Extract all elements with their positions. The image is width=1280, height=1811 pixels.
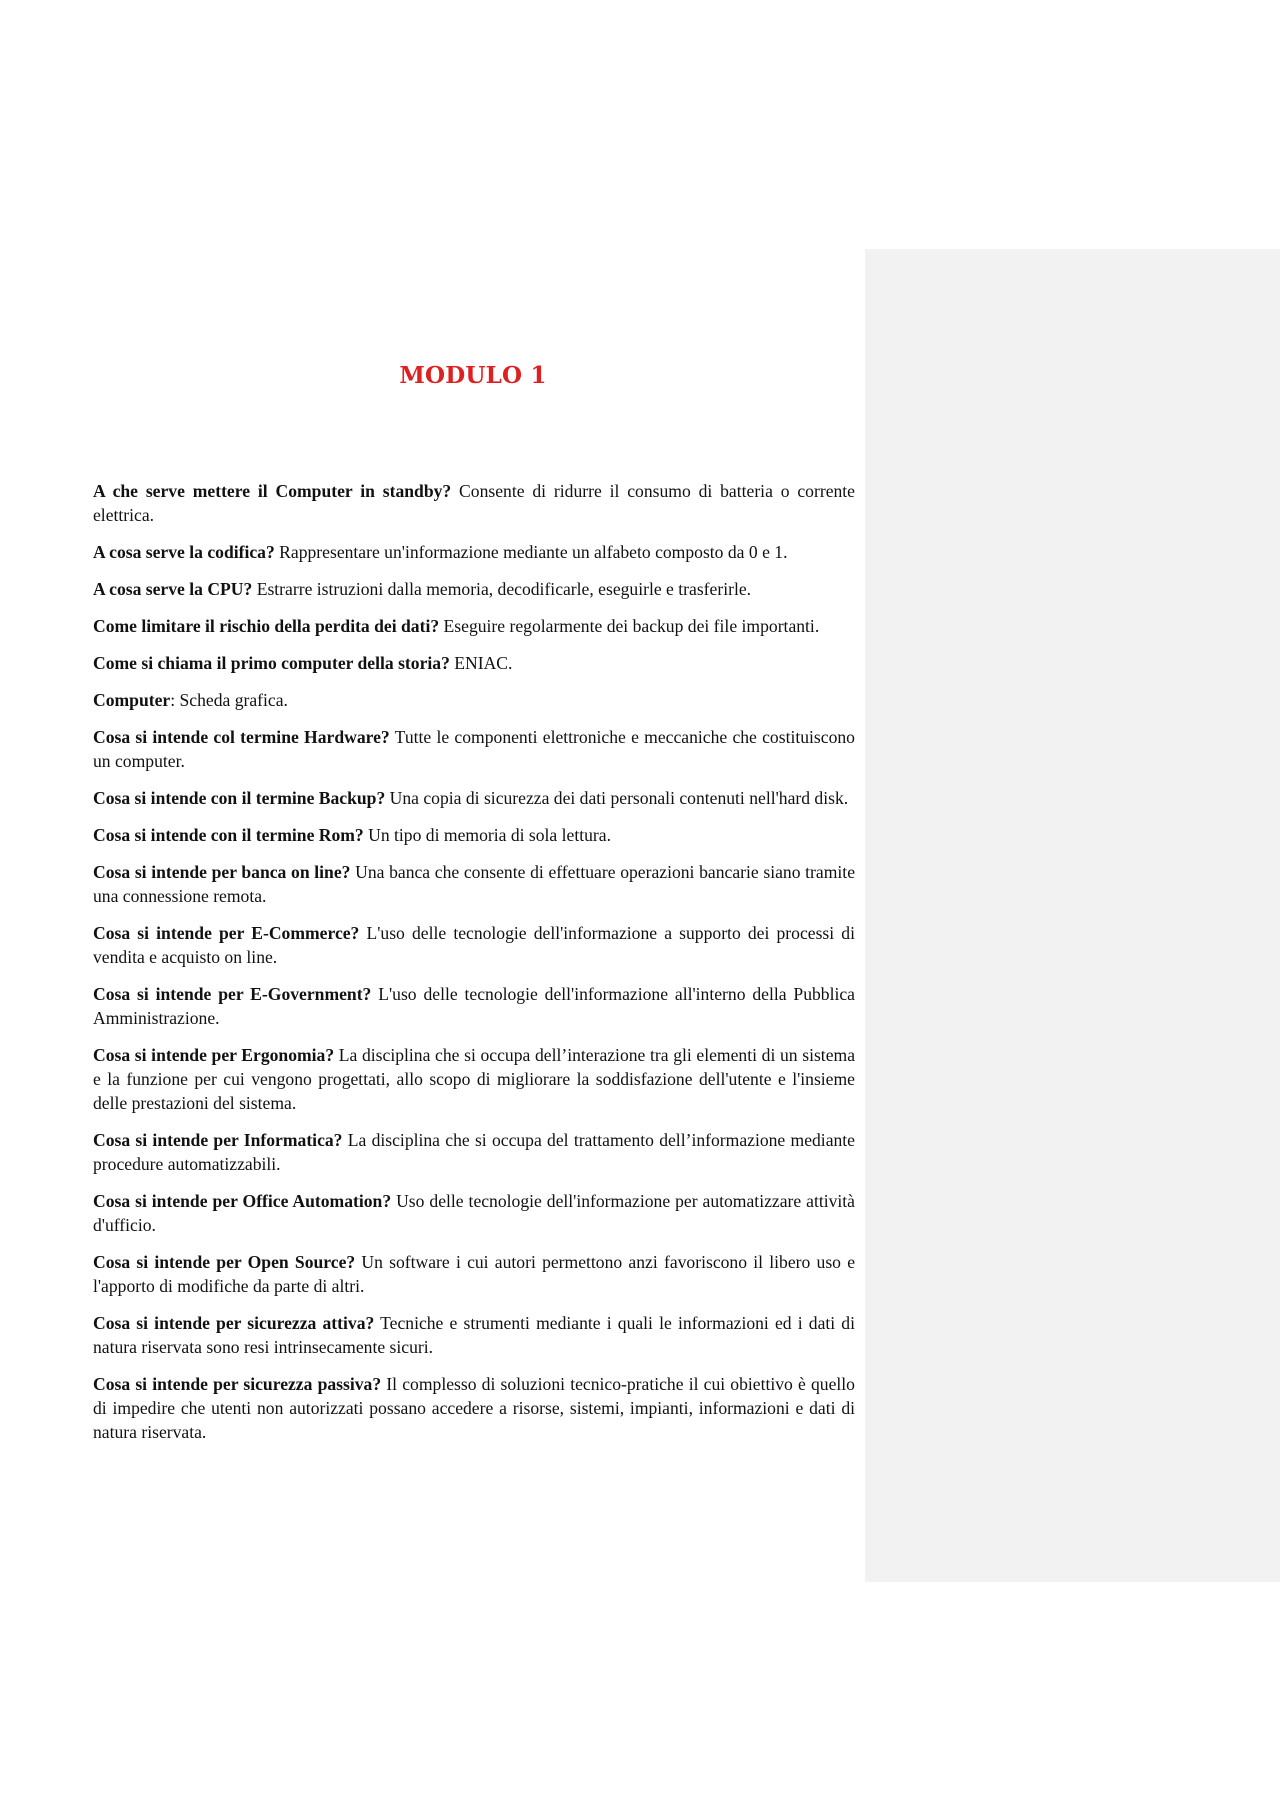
- question-text: Cosa si intende per banca on line?: [93, 862, 351, 882]
- qa-item: [93, 725, 855, 773]
- qa-item: [93, 1311, 855, 1359]
- answer-text: : Scheda grafica.: [170, 690, 288, 710]
- qa-item: [93, 614, 855, 638]
- answer-text: La disciplina che si occupa dell’interazione tra gli elementi di un sistema e la funzione per cui vengono progettati, allo scopo di migliorare la soddisfazione dell'utente e l'insieme delle prestazioni del sistema.: [93, 1045, 855, 1113]
- page-title: MODULO 1: [399, 362, 547, 389]
- qa-list: [93, 479, 855, 1457]
- comment-pane: [865, 249, 1280, 1582]
- answer-text: Tecniche e strumenti mediante i quali le informazioni ed i dati di natura riservata sono resi intrinsecamente sicuri.: [93, 1313, 855, 1357]
- question-text: A cosa serve la codifica?: [93, 542, 275, 562]
- answer-text: Una copia di sicurezza dei dati personali contenuti nell'hard disk.: [385, 788, 849, 808]
- answer-text: Eseguire regolarmente dei backup dei file importanti.: [439, 616, 820, 636]
- answer-text: Una banca che consente di effettuare operazioni bancarie siano tramite una connessione remota.: [93, 862, 855, 906]
- answer-text: Estrarre istruzioni dalla memoria, decodificarle, eseguirle e trasferirle.: [252, 579, 752, 599]
- question-text: A cosa serve la CPU?: [93, 579, 253, 599]
- question-text: Cosa si intende con il termine Backup?: [93, 788, 386, 808]
- qa-item: [93, 688, 855, 712]
- qa-item: [93, 786, 855, 810]
- qa-item: [93, 1043, 855, 1115]
- question-text: Cosa si intende per sicurezza passiva?: [93, 1374, 382, 1394]
- qa-item: [93, 577, 855, 601]
- answer-text: Rappresentare un'informazione mediante un alfabeto composto da 0 e 1.: [274, 542, 788, 562]
- qa-item: [93, 1189, 855, 1237]
- question-text: Cosa si intende con il termine Rom?: [93, 825, 364, 845]
- question-text: Cosa si intende per sicurezza attiva?: [93, 1313, 375, 1333]
- answer-text: L'uso delle tecnologie dell'informazione all'interno della Pubblica Amministrazione.: [93, 984, 855, 1028]
- qa-item: [93, 982, 855, 1030]
- answer-text: Un tipo di memoria di sola lettura.: [363, 825, 611, 845]
- answer-text: Uso delle tecnologie dell'informazione per automatizzare attività d'ufficio.: [93, 1191, 855, 1235]
- qa-item: [93, 479, 855, 527]
- qa-item: [93, 921, 855, 969]
- question-text: Cosa si intende per E-Commerce?: [93, 923, 360, 943]
- answer-text: ENIAC.: [449, 653, 513, 673]
- qa-item: [93, 1372, 855, 1444]
- qa-item: [93, 651, 855, 675]
- question-text: Cosa si intende col termine Hardware?: [93, 727, 390, 747]
- answer-text: Un software i cui autori permettono anzi favoriscono il libero uso e l'apporto di modifiche da parte di altri.: [93, 1252, 856, 1296]
- qa-item: [93, 823, 855, 847]
- qa-item: [93, 1250, 855, 1298]
- question-text: Computer: [93, 690, 171, 710]
- question-text: Cosa si intende per E-Government?: [93, 984, 372, 1004]
- question-text: A che serve mettere il Computer in standby?: [93, 481, 452, 501]
- question-text: Come limitare il rischio della perdita dei dati?: [93, 616, 440, 636]
- question-text: Cosa si intende per Open Source?: [93, 1252, 356, 1272]
- qa-item: [93, 860, 855, 908]
- question-text: Cosa si intende per Office Automation?: [93, 1191, 392, 1211]
- answer-text: Tutte le componenti elettroniche e meccaniche che costituiscono un computer.: [93, 727, 855, 771]
- qa-item: [93, 540, 855, 564]
- answer-text: L'uso delle tecnologie dell'informazione a supporto dei processi di vendita e acquisto on line.: [93, 923, 855, 967]
- answer-text: Il complesso di soluzioni tecnico-pratiche il cui obiettivo è quello di impedire che utenti non autorizzati possano accedere a risorse, sistemi, impianti, informazioni e dati di natura riservata.: [93, 1374, 855, 1442]
- question-text: Cosa si intende per Informatica?: [93, 1130, 343, 1150]
- answer-text: Consente di ridurre il consumo di batteria o corrente elettrica.: [93, 481, 855, 525]
- answer-text: La disciplina che si occupa del trattamento dell’informazione mediante procedure automatizzabili.: [93, 1130, 855, 1174]
- question-text: Come si chiama il primo computer della storia?: [93, 653, 450, 673]
- question-text: Cosa si intende per Ergonomia?: [93, 1045, 335, 1065]
- qa-item: [93, 1128, 855, 1176]
